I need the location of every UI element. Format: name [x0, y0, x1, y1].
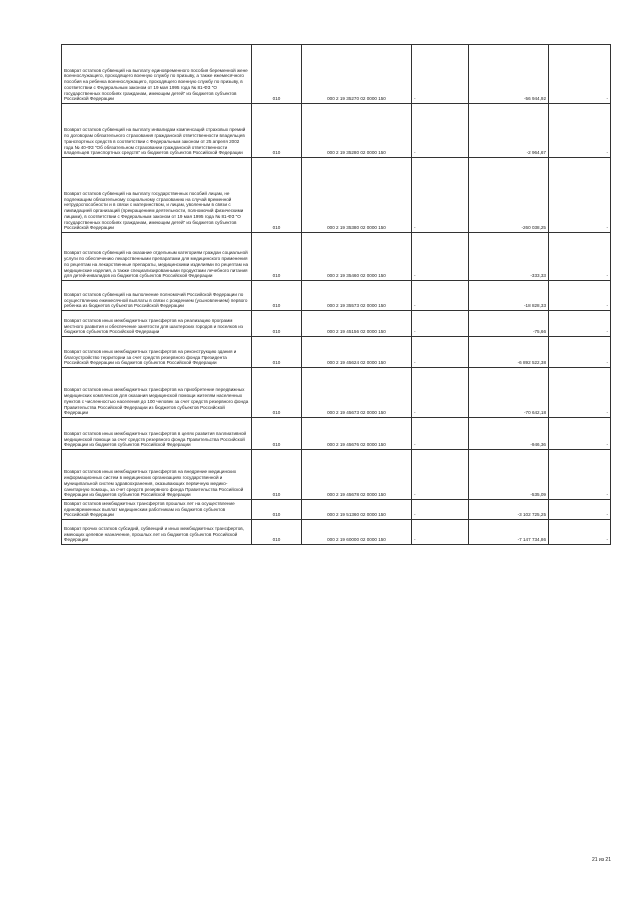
row-approved-amount: -	[412, 233, 469, 281]
row-approved-amount: -	[412, 158, 469, 233]
row-budget-classification-code: 000 2 19 45678 02 0000 150	[302, 450, 412, 500]
row-budget-classification-code: 000 2 19 51360 02 0000 150	[302, 500, 412, 520]
table-row	[62, 158, 611, 233]
row-executed-amount: -2 964,67	[469, 104, 549, 158]
row-description: Возврат остатков иных межбюджетных трансфертов в целях развития паллиативной медицинской помощи за счет средств резервного фонда Правительства Российской Федерации из бюджетов субъектов Российской Федерации	[62, 418, 252, 450]
row-line-code: 010	[252, 520, 302, 545]
table-row	[62, 233, 611, 281]
row-line-code: 010	[252, 281, 302, 311]
table-body	[62, 45, 611, 545]
row-unexecuted-amount: -	[549, 337, 611, 368]
row-unexecuted-amount: -	[549, 233, 611, 281]
row-description: Возврат остатков иных межбюджетных трансфертов на приобретение передвижных медицинских комплексов для оказания медицинской помощи жителям населенных пунктов с численностью населения до 100 человек за счет средств резервного фонда Правительства Российской Федерации из бюджетов субъектов Российской Федерации	[62, 368, 252, 418]
row-executed-amount: -535,09	[469, 450, 549, 500]
row-unexecuted-amount: -	[549, 45, 611, 104]
table-row	[62, 520, 611, 545]
row-line-code: 010	[252, 337, 302, 368]
row-line-code: 010	[252, 418, 302, 450]
row-line-code: 010	[252, 45, 302, 104]
row-description: Возврат прочих остатков субсидий, субвенций и иных межбюджетных трансфертов, имеющих целевое назначение, прошлых лет из бюджетов субъектов Российской Федерации	[62, 520, 252, 545]
row-budget-classification-code: 000 2 19 35380 02 0000 150	[302, 158, 412, 233]
row-unexecuted-amount: -	[549, 450, 611, 500]
row-executed-amount: -18 828,33	[469, 281, 549, 311]
row-description: Возврат остатков субвенций на выплату государственных пособий лицам, не подлежащим обязательному социальному страхованию на случай временной нетрудоспособности и в связи с материнством, и лицам, уволенным в связи с ликвидацией организаций (прекращением деятельности, полномочий физическими лицами), в соответствии с Федеральным законом от 19 мая 1995 года № 81-ФЗ "О государственных пособиях гражданам, имеющим детей" из бюджетов субъектов Российской Федерации	[62, 158, 252, 233]
row-description: Возврат остатков межбюджетных трансфертов прошлых лет на осуществление единовременных выплат медицинским работникам из бюджетов субъектов Российской Федерации	[62, 500, 252, 520]
row-budget-classification-code: 000 2 19 45673 02 0000 150	[302, 368, 412, 418]
row-executed-amount: -56 944,92	[469, 45, 549, 104]
row-executed-amount: -946,36	[469, 418, 549, 450]
row-approved-amount: -	[412, 311, 469, 337]
row-line-code: 010	[252, 158, 302, 233]
row-unexecuted-amount: -	[549, 368, 611, 418]
row-description: Возврат остатков иных межбюджетных трансфертов на реконструкцию здания и благоустройство территории за счет средств резервного фонда Президента Российской Федерации из бюджетов субъектов Российской Федерации	[62, 337, 252, 368]
table-row	[62, 311, 611, 337]
row-line-code: 010	[252, 368, 302, 418]
row-budget-classification-code: 000 2 19 35573 02 0000 150	[302, 281, 412, 311]
row-executed-amount: -70 642,18	[469, 368, 549, 418]
table-row	[62, 500, 611, 520]
table-row	[62, 450, 611, 500]
row-approved-amount: -	[412, 337, 469, 368]
row-budget-classification-code: 000 2 19 45676 02 0000 150	[302, 418, 412, 450]
row-executed-amount: -3 102 725,25	[469, 500, 549, 520]
table-row	[62, 45, 611, 104]
row-unexecuted-amount: -	[549, 281, 611, 311]
row-line-code: 010	[252, 450, 302, 500]
row-description: Возврат остатков субвенций на выполнение полномочий Российской Федерации по осуществлению ежемесячной выплаты в связи с рождением (усыновлением) первого ребенка из бюджетов субъектов Российской Федерации	[62, 281, 252, 311]
row-budget-classification-code: 000 2 19 35460 02 0000 150	[302, 233, 412, 281]
row-description: Возврат остатков субвенций на выплату инвалидам компенсаций страховых премий по договорам обязательного страхования гражданской ответственности владельцев транспортных средств в соответствии с Федеральным законом от 25 апреля 2002 года № 40-ФЗ "Об обязательном страховании гражданской ответственности владельцев транспортных средств" из бюджетов субъектов Российской Федерации	[62, 104, 252, 158]
row-unexecuted-amount: -	[549, 311, 611, 337]
row-approved-amount: -	[412, 500, 469, 520]
row-unexecuted-amount: -	[549, 500, 611, 520]
page-number: 21 из 21	[592, 857, 611, 863]
row-budget-classification-code: 000 2 19 60000 02 0000 150	[302, 520, 412, 545]
row-approved-amount: -	[412, 368, 469, 418]
row-unexecuted-amount: -	[549, 520, 611, 545]
row-executed-amount: -333,33	[469, 233, 549, 281]
row-approved-amount: -	[412, 45, 469, 104]
row-budget-classification-code: 000 2 19 35280 02 0000 150	[302, 104, 412, 158]
row-description: Возврат остатков иных межбюджетных трансфертов на реализацию программ местного развития и обеспечение занятости для шахтерских городов и поселков из бюджетов субъектов Российской Федерации	[62, 311, 252, 337]
row-executed-amount: -6 892 522,38	[469, 337, 549, 368]
row-description: Возврат остатков субвенций на выплату единовременного пособия беременной жене военнослужащего, проходящего военную службу по призыву, а также ежемесячного пособия на ребенка военнослужащего, проходящего военную службу по призыву, в соответствии с Федеральным законом от 19 мая 1995 года № 81-ФЗ "О государственных пособиях гражданам, имеющим детей" из бюджетов субъектов Российской Федерации	[62, 45, 252, 104]
row-description: Возврат остатков иных межбюджетных трансфертов на внедрение медицинских информационных систем в медицинских организациях государственной и муниципальной систем здравоохранения, оказывающих первичную медико-санитарную помощь, за счет средств резервного фонда Правительства Российской Федерации из бюджетов субъектов Российской Федерации	[62, 450, 252, 500]
budget-returns-table	[61, 44, 611, 545]
row-line-code: 010	[252, 311, 302, 337]
table-row	[62, 337, 611, 368]
row-budget-classification-code: 000 2 19 35270 02 0000 150	[302, 45, 412, 104]
table-row	[62, 418, 611, 450]
table-row	[62, 368, 611, 418]
row-approved-amount: -	[412, 104, 469, 158]
row-approved-amount: -	[412, 418, 469, 450]
row-approved-amount: -	[412, 281, 469, 311]
row-unexecuted-amount: -	[549, 104, 611, 158]
row-approved-amount: -	[412, 450, 469, 500]
table-row	[62, 104, 611, 158]
table-row	[62, 281, 611, 311]
row-line-code: 010	[252, 104, 302, 158]
row-description: Возврат остатков субвенций на оказание отдельным категориям граждан социальной услуги по обеспечению лекарственными препаратами для медицинского применения по рецептам на лекарственные препараты, медицинскими изделиями по рецептам на медицинские изделия, а также специализированными продуктами лечебного питания для детей-инвалидов из бюджетов субъектов Российской Федерации	[62, 233, 252, 281]
row-executed-amount: -260 038,25	[469, 158, 549, 233]
row-unexecuted-amount: -	[549, 158, 611, 233]
row-executed-amount: -75,66	[469, 311, 549, 337]
row-line-code: 010	[252, 500, 302, 520]
row-budget-classification-code: 000 2 19 45156 02 0000 150	[302, 311, 412, 337]
row-line-code: 010	[252, 233, 302, 281]
row-executed-amount: -7 147 734,86	[469, 520, 549, 545]
row-budget-classification-code: 000 2 19 45624 02 0000 150	[302, 337, 412, 368]
row-approved-amount: -	[412, 520, 469, 545]
row-unexecuted-amount: -	[549, 418, 611, 450]
